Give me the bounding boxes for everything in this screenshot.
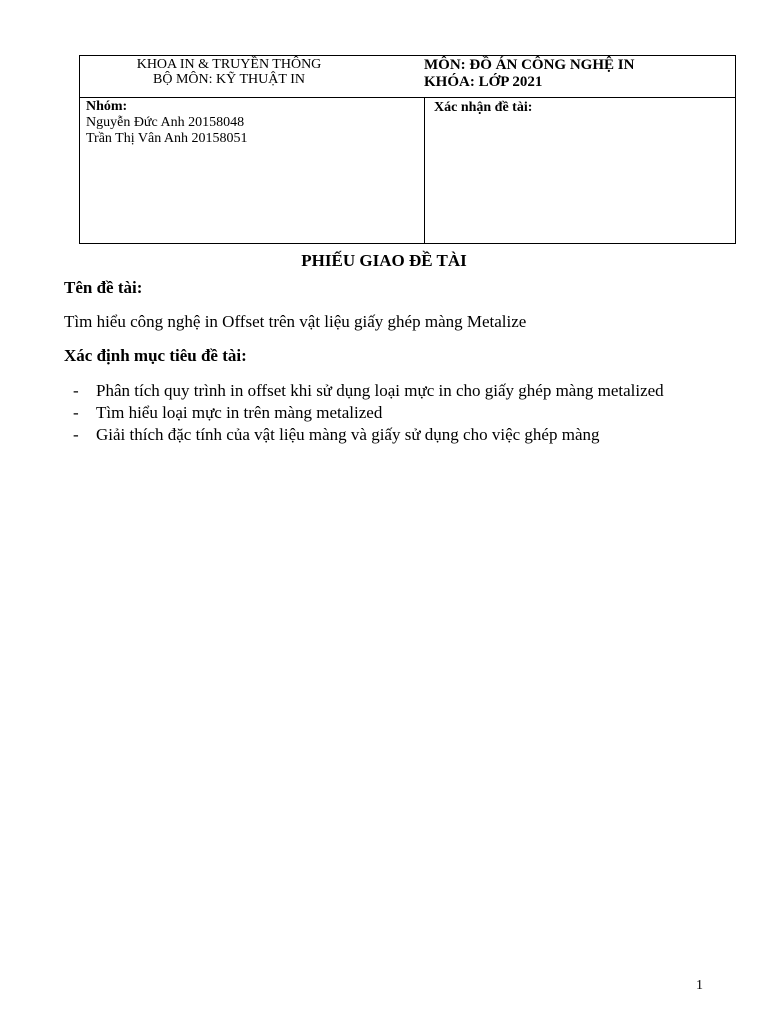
subject-name: MÔN: ĐỒ ÁN CÔNG NGHỆ IN: [424, 57, 635, 73]
list-item: [64, 402, 664, 424]
course-name: KHÓA: LỚP 2021: [424, 74, 543, 90]
faculty-name: KHOA IN & TRUYỀN THÔNG: [136, 57, 322, 72]
objectives-list: [64, 380, 664, 446]
page-number: 1: [696, 978, 703, 993]
group-label: Nhóm:: [86, 99, 128, 114]
bullet-dash: -: [73, 381, 79, 400]
objectives-label: Xác định mục tiêu đề tài:: [64, 346, 247, 365]
group-cell: [86, 99, 248, 147]
institution-cell: [80, 56, 378, 87]
bullet-dash: -: [73, 403, 79, 422]
department-name: BỘ MÔN: KỸ THUẬT IN: [153, 72, 305, 87]
list-item: [64, 380, 664, 402]
list-item: [64, 424, 664, 446]
confirm-label: Xác nhận đề tài:: [434, 100, 533, 115]
topic-label: Tên đề tài:: [64, 278, 143, 297]
column-divider: [424, 98, 425, 243]
bullet-dash: -: [73, 425, 79, 444]
objective-text: Giải thích đặc tính của vật liệu màng và giấy sử dụng cho việc ghép màng: [96, 425, 600, 444]
course-cell: [424, 56, 634, 91]
topic-text: Tìm hiểu công nghệ in Offset trên vật liệu giấy ghép màng Metalize: [64, 312, 527, 331]
objective-text: Tìm hiểu loại mực in trên màng metalized: [96, 403, 383, 422]
group-member: Trần Thị Vân Anh 20158051: [86, 131, 248, 146]
header-table: [79, 55, 736, 244]
objective-text: Phân tích quy trình in offset khi sử dụng loại mực in cho giấy ghép màng metalized: [96, 381, 664, 400]
header-row: [80, 56, 735, 98]
document-title: PHIẾU GIAO ĐỀ TÀI: [301, 251, 467, 270]
group-member: Nguyễn Đức Anh 20158048: [86, 115, 245, 130]
